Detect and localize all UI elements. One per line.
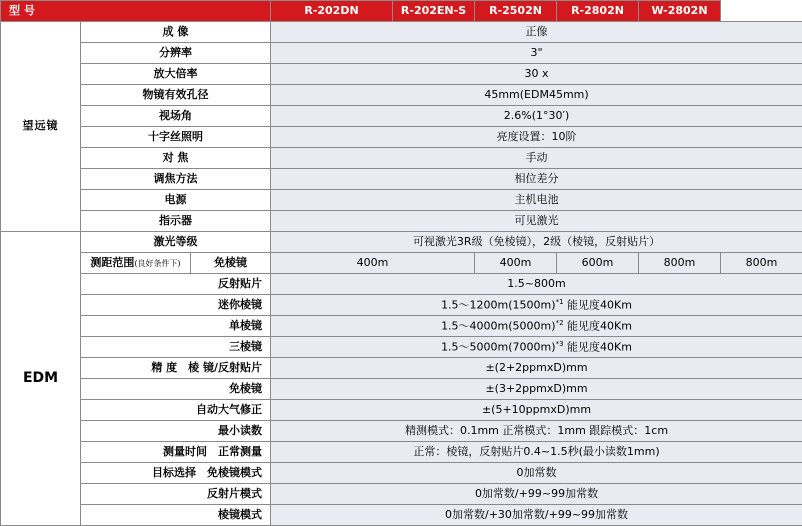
- row-value-focus-method: 相位差分: [271, 169, 802, 190]
- row-prop-range-reflectorless: 免棱镜: [191, 253, 271, 274]
- row-prop-auto-atmospheric-correction: 自动大气修正: [81, 400, 271, 421]
- row-value-field-of-view: 2.6%(1°30′): [271, 106, 802, 127]
- table-row: [1, 358, 802, 379]
- row-prop-measure-time: 测量时间 正常测量: [81, 442, 271, 463]
- table-row: [1, 85, 802, 106]
- table-row: [1, 106, 802, 127]
- row-value-imaging: 正像: [271, 22, 802, 43]
- table-row: [1, 22, 802, 43]
- row-prop-imaging: 成 像: [81, 22, 271, 43]
- header-model-r202dn: R-202DN: [271, 1, 393, 22]
- single-prism-value: 1.5～4000m(5000m): [441, 319, 556, 332]
- row-value-sheet-mode: 0加常数/+99~99加常数: [271, 484, 802, 505]
- section-label-edm: EDM: [1, 232, 81, 526]
- row-value-power: 主机电池: [271, 190, 802, 211]
- header-model-r202ens: R-202EN-S: [393, 1, 475, 22]
- table-row: [1, 463, 802, 484]
- row-value-range-r2802n: 800m: [639, 253, 721, 274]
- single-prism-footnote: *2: [556, 319, 564, 327]
- row-prop-indicator: 指示器: [81, 211, 271, 232]
- table-row: [1, 442, 802, 463]
- section-label-telescope: 望远镜: [1, 22, 81, 232]
- table-row: [1, 379, 802, 400]
- table-row: [1, 253, 802, 274]
- table-header-row: [1, 1, 802, 22]
- range-note: (良好条件下): [134, 259, 180, 268]
- row-prop-prism-mode: 棱镜模式: [81, 505, 271, 526]
- header-model-r2802n: R-2802N: [557, 1, 639, 22]
- row-value-accuracy-prism: ±(2+2ppmxD)mm: [271, 358, 802, 379]
- table-row: [1, 211, 802, 232]
- table-row: [1, 43, 802, 64]
- table-row: [1, 274, 802, 295]
- table-row: [1, 127, 802, 148]
- table-row: [1, 400, 802, 421]
- row-value-mini-prism: [271, 295, 802, 316]
- row-value-range-r2502n: 600m: [557, 253, 639, 274]
- table-row: [1, 232, 802, 253]
- row-value-accuracy-reflectorless: ±(3+2ppmxD)mm: [271, 379, 802, 400]
- row-prop-sheet-mode: 反射片模式: [81, 484, 271, 505]
- row-prop-accuracy-prism: 精 度 棱 镜/反射贴片: [81, 358, 271, 379]
- row-value-range-r202dn: 400m: [271, 253, 475, 274]
- row-prop-triple-prism: 三棱镜: [81, 337, 271, 358]
- row-value-laser-class: 可视激光3R级（免棱镜），2级（棱镜，反射贴片）: [271, 232, 802, 253]
- header-model-r2502n: R-2502N: [475, 1, 557, 22]
- row-prop-focus: 对 焦: [81, 148, 271, 169]
- row-value-resolution: 3": [271, 43, 802, 64]
- row-prop-range: [81, 253, 191, 274]
- triple-prism-value: 1.5～5000m(7000m): [441, 340, 556, 353]
- range-label: 测距范围: [90, 256, 134, 269]
- triple-prism-footnote: *3: [556, 340, 564, 348]
- row-value-range-r202ens: 400m: [475, 253, 557, 274]
- row-value-range-w2802n: 800m: [721, 253, 802, 274]
- table-row: [1, 64, 802, 85]
- row-prop-field-of-view: 视场角: [81, 106, 271, 127]
- row-prop-laser-class: 激光等级: [81, 232, 271, 253]
- single-prism-tail: 能见度40Km: [564, 319, 632, 332]
- row-value-measure-time: 正常：棱镜，反射贴片0.4~1.5秒(最小读数1mm): [271, 442, 802, 463]
- row-prop-mini-prism: 迷你棱镜: [81, 295, 271, 316]
- row-prop-magnification: 放大倍率: [81, 64, 271, 85]
- row-value-focus: 手动: [271, 148, 802, 169]
- table-row: [1, 337, 802, 358]
- row-value-aperture: 45mm(EDM45mm): [271, 85, 802, 106]
- row-prop-single-prism: 单棱镜: [81, 316, 271, 337]
- mini-prism-tail: 能见度40Km: [564, 298, 632, 311]
- header-model-label: 型 号: [1, 1, 271, 22]
- row-prop-reticle-illumination: 十字丝照明: [81, 127, 271, 148]
- table-row: [1, 505, 802, 526]
- row-value-reticle-illumination: 亮度设置：10阶: [271, 127, 802, 148]
- table-row: [1, 295, 802, 316]
- table-row: [1, 316, 802, 337]
- row-value-magnification: 30 x: [271, 64, 802, 85]
- table-row: [1, 484, 802, 505]
- row-value-prism-mode: 0加常数/+30加常数/+99~99加常数: [271, 505, 802, 526]
- row-prop-accuracy-reflectorless: 免棱镜: [81, 379, 271, 400]
- triple-prism-tail: 能见度40Km: [564, 340, 632, 353]
- header-model-w2802n: W-2802N: [639, 1, 721, 22]
- row-value-triple-prism: [271, 337, 802, 358]
- row-prop-resolution: 分辨率: [81, 43, 271, 64]
- row-value-reflective-sheet: 1.5~800m: [271, 274, 802, 295]
- row-prop-target-reflectorless-mode: 目标选择 免棱镜模式: [81, 463, 271, 484]
- row-prop-power: 电源: [81, 190, 271, 211]
- row-value-indicator: 可见激光: [271, 211, 802, 232]
- row-prop-aperture: 物镜有效孔径: [81, 85, 271, 106]
- mini-prism-value: 1.5～1200m(1500m): [441, 298, 556, 311]
- table-row: [1, 148, 802, 169]
- row-value-target-reflectorless-mode: 0加常数: [271, 463, 802, 484]
- mini-prism-footnote: *1: [556, 298, 564, 306]
- row-value-min-reading: 精测模式：0.1mm 正常模式：1mm 跟踪模式：1cm: [271, 421, 802, 442]
- row-prop-focus-method: 调焦方法: [81, 169, 271, 190]
- table-row: [1, 169, 802, 190]
- row-value-auto-atmospheric-correction: ±(5+10ppmxD)mm: [271, 400, 802, 421]
- row-prop-min-reading: 最小读数: [81, 421, 271, 442]
- table-row: [1, 190, 802, 211]
- row-value-single-prism: [271, 316, 802, 337]
- row-prop-reflective-sheet: 反射贴片: [81, 274, 271, 295]
- table-row: [1, 421, 802, 442]
